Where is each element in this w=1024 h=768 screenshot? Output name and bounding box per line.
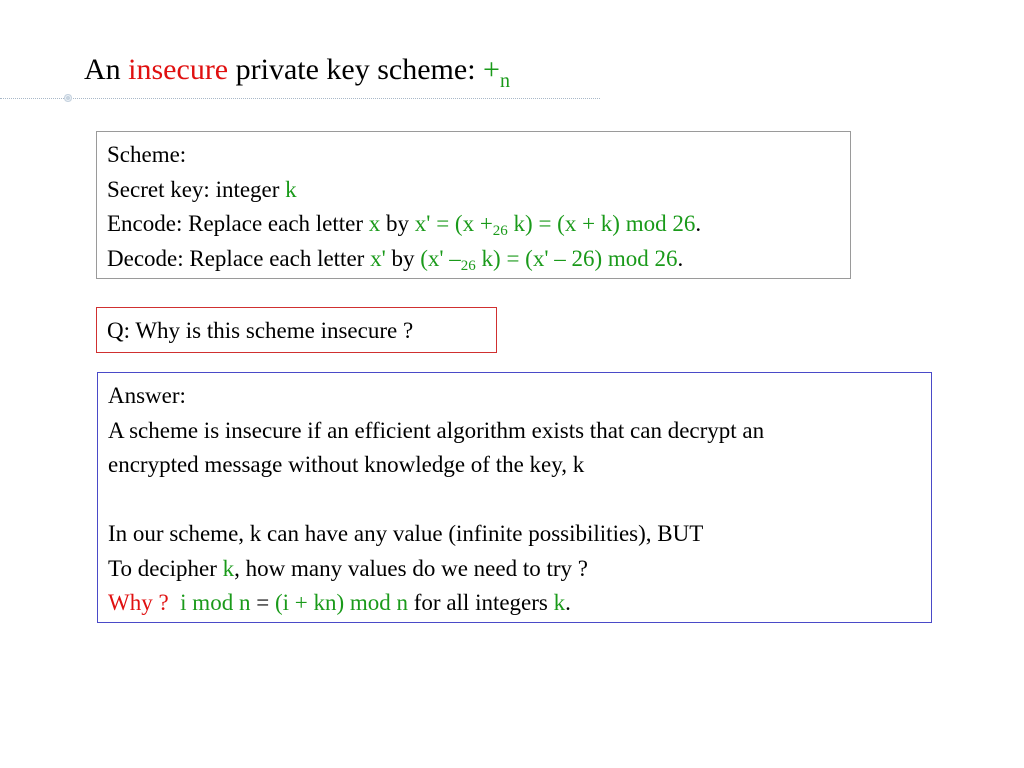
answer-line-5-end: . bbox=[565, 590, 571, 615]
answer-box bbox=[97, 372, 932, 623]
decode-expr-end: k) = (x' – 26) mod 26 bbox=[475, 245, 678, 271]
title-operator-symbol: + bbox=[483, 53, 500, 86]
scheme-box bbox=[96, 131, 851, 279]
encode-expr-start: x' = (x + bbox=[414, 211, 493, 236]
answer-heading: Answer: bbox=[108, 383, 186, 408]
question-text: Q: Why is this scheme insecure ? bbox=[107, 318, 414, 343]
decode-end: . bbox=[677, 245, 684, 271]
decode-expr-start: (x' – bbox=[420, 245, 461, 271]
answer-why: Why ? bbox=[108, 590, 169, 615]
answer-spacer bbox=[108, 483, 931, 518]
decode-line bbox=[107, 242, 850, 277]
question-box bbox=[96, 307, 497, 353]
answer-line-5-var: k bbox=[553, 590, 566, 615]
decode-expression bbox=[420, 245, 678, 274]
secret-key-label: Secret key: integer bbox=[107, 176, 286, 202]
answer-line-2: encrypted message without knowledge of the key, k bbox=[108, 452, 585, 477]
encode-by: by bbox=[380, 211, 415, 236]
answer-line-4-rest: , how many values do we need to try ? bbox=[234, 555, 588, 581]
decode-expr-sub: 26 bbox=[460, 257, 476, 274]
answer-line-4 bbox=[108, 552, 931, 587]
answer-line-4-prefix: To decipher bbox=[108, 555, 223, 581]
title-rest: private key scheme: bbox=[228, 53, 484, 86]
answer-gap bbox=[169, 590, 181, 615]
decode-var: x' bbox=[370, 245, 386, 271]
answer-expr-right: (i + kn) mod n bbox=[274, 590, 409, 615]
answer-expr-left: i mod n bbox=[180, 590, 251, 615]
encode-line bbox=[107, 207, 850, 242]
answer-line-5-rest: for all integers bbox=[408, 590, 554, 615]
encode-expr-end: k) = (x + k) mod 26 bbox=[507, 211, 696, 236]
decode-by: by bbox=[385, 245, 421, 271]
encode-expression bbox=[414, 211, 696, 239]
title-divider bbox=[0, 98, 600, 99]
answer-line-5 bbox=[108, 586, 931, 621]
secret-key-var: k bbox=[285, 176, 297, 202]
encode-end: . bbox=[695, 211, 702, 236]
secret-key-line bbox=[107, 173, 850, 208]
title-highlight: insecure bbox=[128, 53, 229, 86]
encode-expr-sub: 26 bbox=[492, 223, 508, 239]
scheme-heading: Scheme: bbox=[107, 142, 187, 167]
answer-equals: = bbox=[250, 590, 275, 615]
answer-line-1: A scheme is insecure if an efficient algorithm exists that can decrypt an bbox=[108, 417, 765, 443]
divider-ornament bbox=[62, 92, 74, 104]
encode-label: Encode: Replace each letter bbox=[107, 211, 369, 236]
encode-var: x bbox=[368, 211, 381, 236]
answer-line-3: In our scheme, k can have any value (infinite possibilities), BUT bbox=[108, 521, 704, 546]
title-prefix: An bbox=[84, 53, 129, 86]
slide-title bbox=[84, 50, 510, 90]
decode-label: Decode: Replace each letter bbox=[107, 245, 371, 271]
title-operator-subscript: n bbox=[499, 70, 510, 92]
title-operator bbox=[483, 53, 510, 92]
answer-line-4-var: k bbox=[222, 555, 235, 581]
